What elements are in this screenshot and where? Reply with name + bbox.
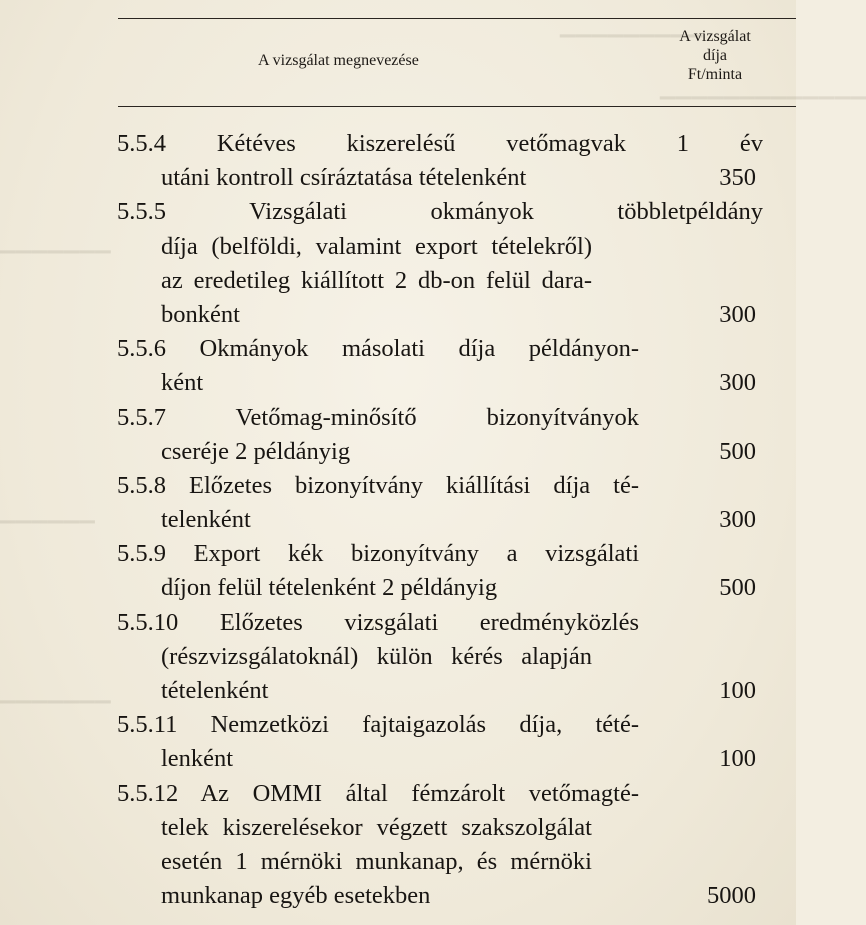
fee-entry: [117, 195, 763, 332]
bleed-through-texture: ▔▔▔▔▔▔▔▔▔: [560, 36, 703, 58]
header-bottom-rule: [118, 106, 796, 107]
entry-text-line: lenként: [161, 745, 234, 773]
entry-text-line: munkanap egyéb esetekben: [161, 882, 431, 910]
fee-header-line: Ft/minta: [687, 66, 743, 83]
fee-amount: 100: [719, 745, 756, 773]
fee-amount: 300: [719, 369, 756, 397]
entry-text-line: bonként: [161, 300, 240, 328]
entry-text-line: 5.5.5 Vizsgálati okmányok többletpéldány: [117, 198, 763, 226]
fee-entry: [117, 606, 763, 709]
table-top-rule: [118, 18, 796, 19]
entry-text-line: 5.5.6 Okmányok másolati díja példányon-: [117, 335, 639, 363]
entry-text-line: 5.5.4 Kétéves kiszerelésű vetőmagvak 1 év: [117, 130, 763, 157]
fee-list: [117, 127, 763, 913]
entry-text-line: 5.5.12 Az OMMI által fémzárolt vetőmagté-: [117, 779, 639, 807]
entry-text-line: 5.5.7 Vetőmag-minősítő bizonyítványok: [117, 403, 639, 431]
fee-entry: [117, 127, 763, 195]
fee-amount: 5000: [707, 882, 756, 910]
fee-amount: 300: [719, 300, 756, 328]
column-header-name: A vizsgálat megnevezése: [258, 52, 419, 69]
fee-amount: 500: [719, 437, 756, 465]
entry-text-line: díjon felül tételenként 2 példányig: [161, 574, 498, 602]
bleed-through-texture: ▔▔▔▔▔▔: [0, 522, 96, 544]
column-header-fee: [660, 27, 770, 84]
bleed-through-texture: ▔▔▔▔▔▔▔: [0, 702, 112, 724]
fee-amount: 350: [719, 164, 756, 192]
fee-entry: [117, 401, 763, 469]
entry-text-line: 5.5.10 Előzetes vizsgálati eredményközlés: [117, 608, 639, 636]
fee-entry: [117, 537, 763, 605]
entry-text-line: díja (belföldi, valamint export tételekről): [161, 232, 592, 260]
bleed-through-texture: ▔▔▔▔▔▔▔▔▔▔▔▔▔: [660, 98, 866, 120]
entry-text-line: utáni kontroll csíráztatása tételenként: [161, 164, 527, 192]
entry-text-line: esetén 1 mérnöki munkanap, és mérnöki: [161, 847, 592, 875]
entry-text-line: (részvizsgálatoknál) külön kérés alapján: [161, 642, 592, 670]
entry-text-line: tételenként: [161, 677, 269, 704]
fee-header-line: A vizsgálat: [679, 28, 751, 45]
fee-entry: [117, 332, 763, 400]
entry-text-line: telek kiszerelésekor végzett szakszolgálat: [161, 813, 592, 841]
entry-text-line: 5.5.9 Export kék bizonyítvány a vizsgálati: [117, 540, 639, 568]
entry-text-line: ként: [161, 369, 204, 397]
entry-text-line: telenként: [161, 506, 251, 534]
fee-header-line: díja: [703, 47, 727, 64]
fee-entry: [117, 708, 763, 776]
fee-entry: [117, 469, 763, 537]
fee-amount: 300: [719, 506, 756, 534]
bleed-through-texture: ▔▔▔▔▔▔▔: [0, 252, 112, 274]
entry-text-line: 5.5.11 Nemzetközi fajtaigazolás díja, tété-: [117, 711, 639, 739]
fee-amount: 100: [719, 676, 756, 704]
fee-amount: 500: [719, 574, 756, 602]
entry-text-line: az eredetileg kiállított 2 db-on felül dara-: [161, 266, 592, 294]
fee-entry: [117, 777, 763, 914]
entry-text-line: cseréje 2 példányig: [161, 437, 351, 465]
entry-text-line: 5.5.8 Előzetes bizonyítvány kiállítási díja té-: [117, 471, 639, 499]
